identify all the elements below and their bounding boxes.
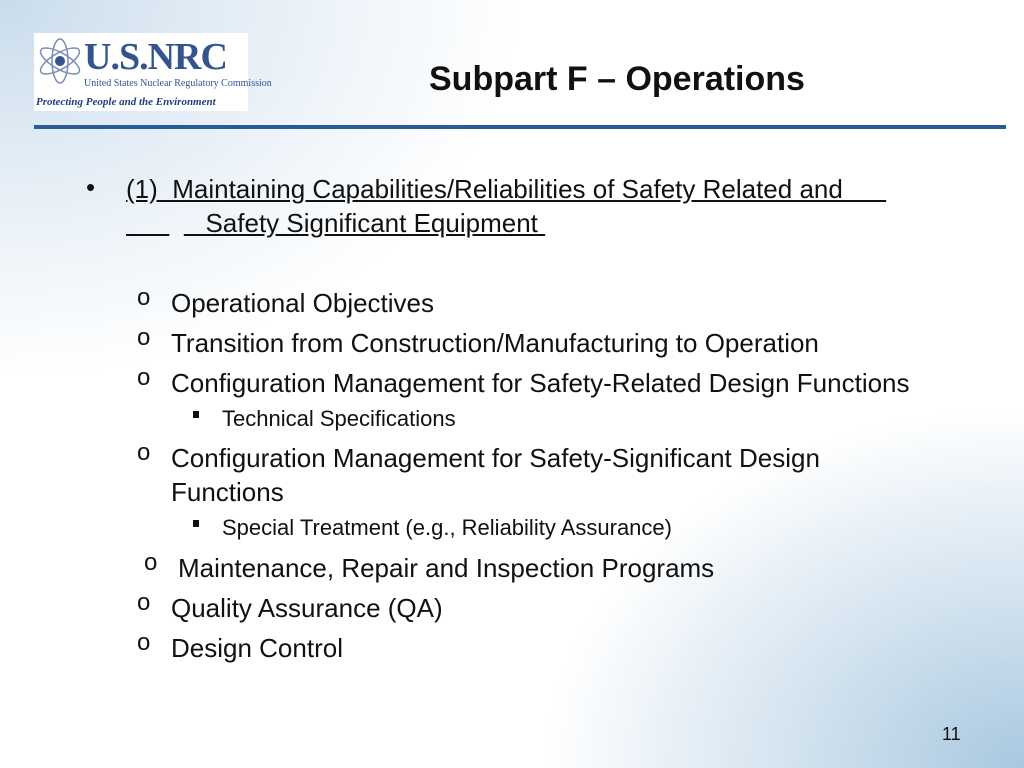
square-bullet-marker [193, 411, 199, 418]
sub-bullet-marker: o [137, 629, 151, 656]
logo-subtitle: United States Nuclear Regulatory Commission [84, 78, 272, 89]
sub-bullet-marker: o [137, 589, 151, 616]
main-bullet-line1: (1) Maintaining Capabilities/Reliabilities of Safety Related and [126, 174, 887, 204]
sub-bullet-marker: o [137, 364, 151, 391]
list-item-text: Operational Objectives [171, 288, 435, 318]
square-bullet-marker [193, 520, 199, 527]
list-item-text: Quality Assurance (QA) [171, 593, 443, 623]
list-item-text: Configuration Management for Safety-Related Design Functions [171, 368, 910, 398]
page-number: 11 [942, 724, 961, 744]
main-bullet-line2: Safety Significant Equipment [126, 208, 546, 238]
list-item-text: Maintenance, Repair and Inspection Programs [178, 553, 715, 583]
logo-wordmark: U.S.NRC [84, 36, 227, 78]
slide-title: Subpart F – Operations [429, 60, 805, 98]
logo-tagline: Protecting People and the Environment [36, 96, 216, 108]
title-divider [34, 125, 1006, 129]
list-item-text: Technical Specifications [222, 406, 456, 431]
sub-bullet-marker: o [144, 549, 158, 576]
list-item-text: Configuration Management for Safety-Significant Design [171, 443, 820, 473]
list-item-text: Functions [171, 477, 284, 507]
nrc-logo [34, 33, 272, 111]
sub-bullet-marker: o [137, 439, 151, 466]
list-item-text: Design Control [171, 633, 343, 663]
sub-bullet-marker: o [137, 324, 151, 351]
sub-bullet-marker: o [137, 284, 151, 311]
list-item-text: Transition from Construction/Manufacturing to Operation [171, 328, 819, 358]
bullet-marker: • [86, 172, 96, 202]
list-item-text: Special Treatment (e.g., Reliability Assurance) [222, 515, 672, 540]
